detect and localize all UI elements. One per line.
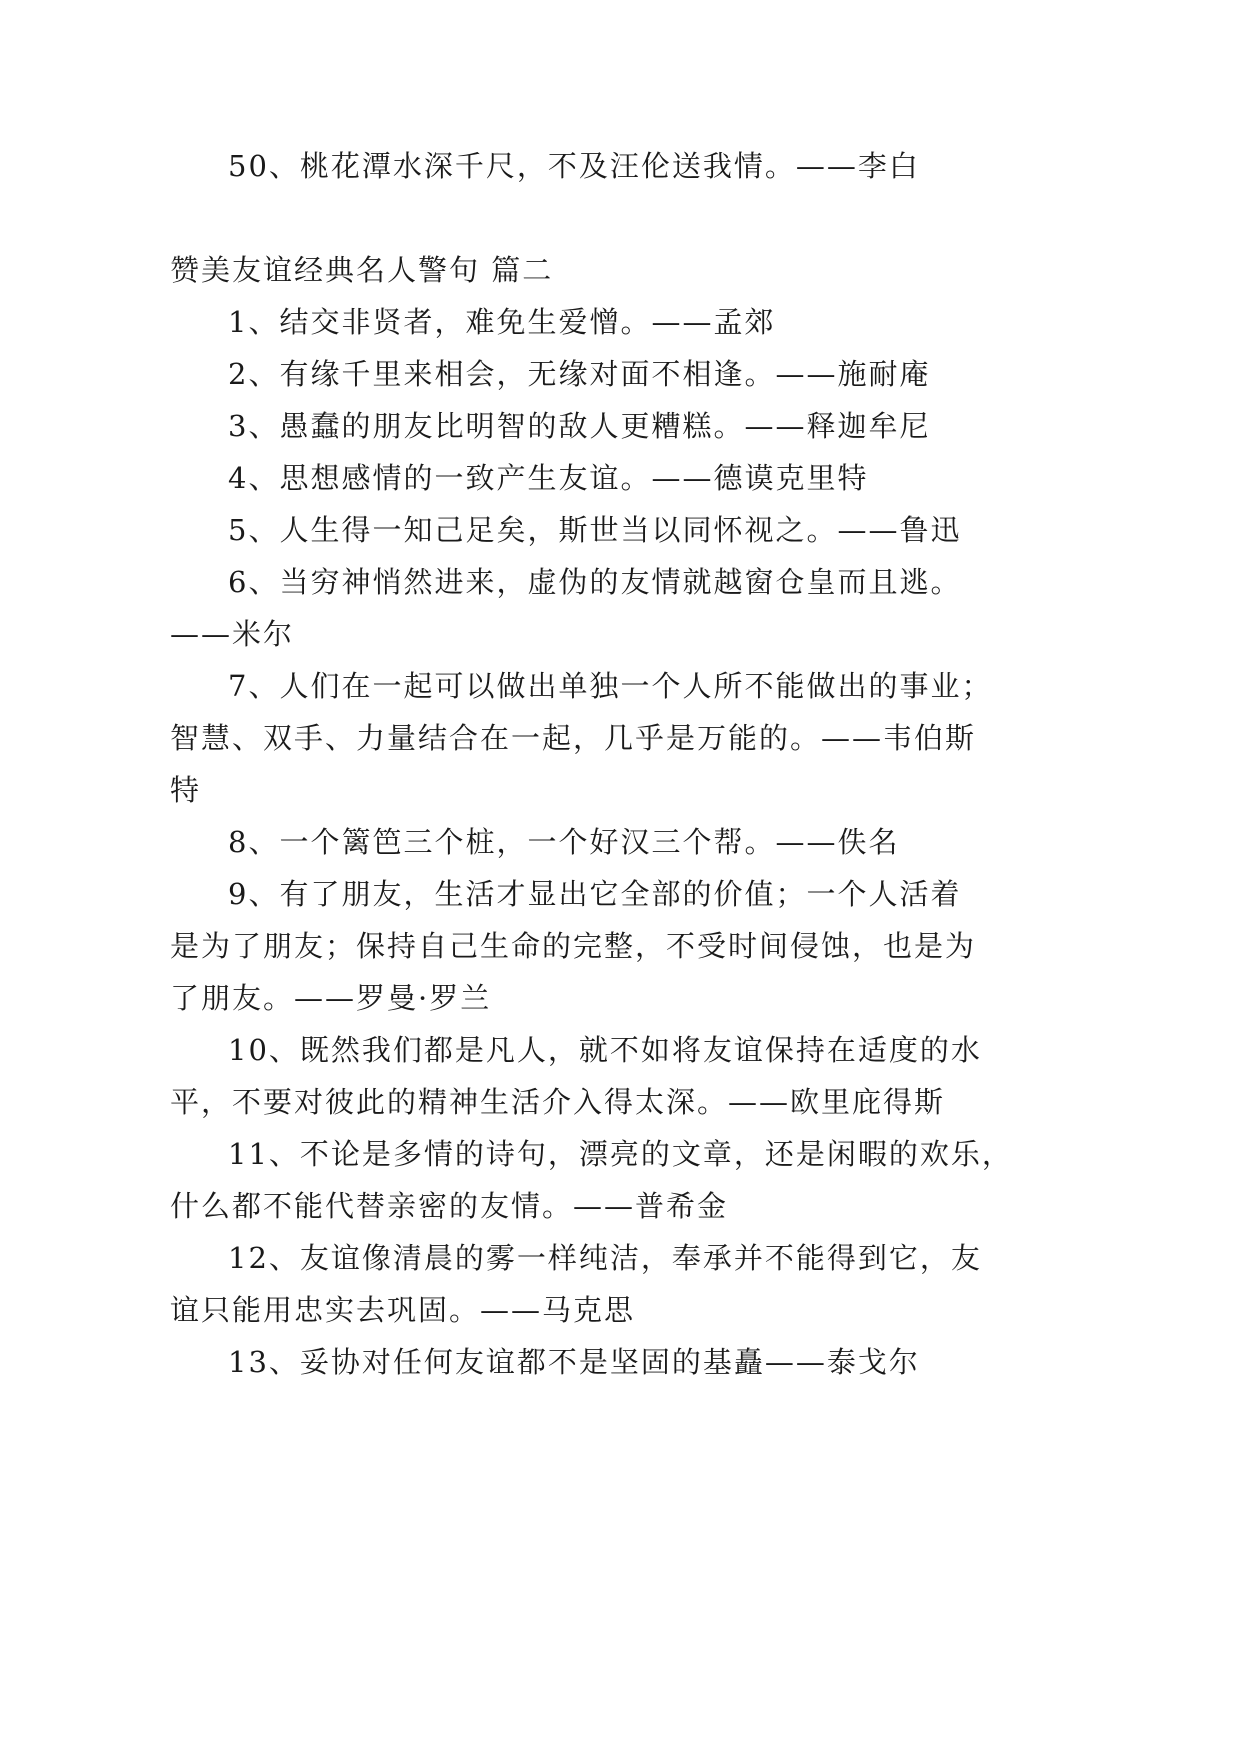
quote-8: 8、一个篱笆三个桩，一个好汉三个帮。——佚名 [228,825,900,859]
quote-9-line-2: 是为了朋友；保持自己生命的完整，不受时间侵蚀，也是为 [170,929,977,963]
quote-12-line-2: 谊只能用忠实去巩固。——马克思 [170,1293,636,1327]
quote-11-line-2: 什么都不能代替亲密的友情。——普希金 [170,1189,729,1223]
section-title: 赞美友谊经典名人警句 篇二 [170,253,554,287]
quote-9-line-3: 了朋友。——罗曼·罗兰 [170,981,492,1015]
quote-12-line-1: 12、友谊像清晨的雾一样纯洁，奉承并不能得到它，友 [228,1241,982,1275]
quote-7-line-2: 智慧、双手、力量结合在一起，几乎是万能的。——韦伯斯 [170,721,977,755]
quote-10-line-1: 10、既然我们都是凡人，就不如将友谊保持在适度的水 [228,1033,982,1067]
quote-6-line-1: 6、当穷神悄然进来，虚伪的友情就越窗仓皇而且逃。 [228,565,962,599]
quote-13: 13、妥协对任何友谊都不是坚固的基矗——泰戈尔 [228,1345,920,1379]
quote-11-line-1: 11、不论是多情的诗句，漂亮的文章，还是闲暇的欢乐， [228,1137,1013,1171]
quote-4: 4、思想感情的一致产生友谊。——德谟克里特 [228,461,869,495]
quote-2: 2、有缘千里来相会，无缘对面不相逢。——施耐庵 [228,357,931,391]
quote-7-line-3: 特 [170,773,202,807]
quote-1: 1、结交非贤者，难免生爱憎。——孟郊 [228,305,776,339]
quote-10-line-2: 平，不要对彼此的精神生活介入得太深。——欧里庇得斯 [170,1085,946,1119]
quote-7-line-1: 7、人们在一起可以做出单独一个人所不能做出的事业； [228,669,993,703]
quote-5: 5、人生得一知己足矣，斯世当以同怀视之。——鲁迅 [228,513,962,547]
quote-6-line-2: ——米尔 [170,617,295,651]
quote-9-line-1: 9、有了朋友，生活才显出它全部的价值；一个人活着 [228,877,962,911]
quote-50: 50、桃花潭水深千尺，不及汪伦送我情。——李白 [228,149,920,183]
quote-3: 3、愚蠢的朋友比明智的敌人更糟糕。——释迦牟尼 [228,409,931,443]
